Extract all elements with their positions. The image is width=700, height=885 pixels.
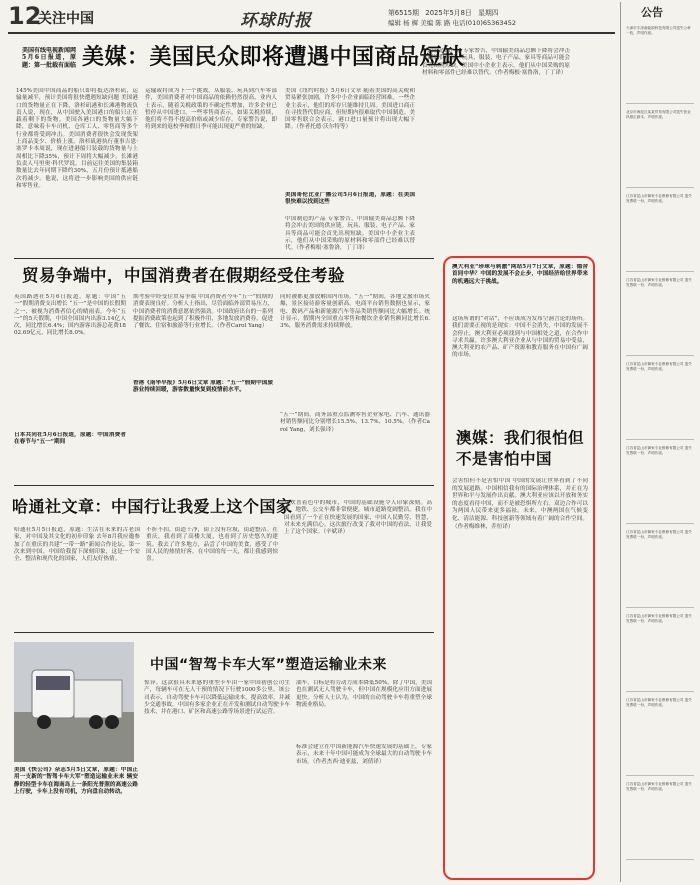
hanian-col-1: 哈通社5月5日报道，原题：生活在未来的古老国家，对中国及其文化的初步印象 去年8月我应邀参加了在重庆的共建“一带一路”新闻合作论坛，第一次来到中国。中国给我留下深刻印象，这是一个安全、整洁和现代化的国家，人们友好热情。 bbox=[14, 527, 140, 563]
trade-headline: 贸易争端中，中国消费者在假期经受住考验 bbox=[22, 266, 345, 285]
lead-headline: 美媒：美国民众即将遭遇中国商品短缺 bbox=[82, 45, 465, 70]
lead-divider bbox=[14, 258, 434, 259]
issue-line bbox=[388, 7, 499, 17]
truck-headline: 中国“智驾卡车大军”塑造运输业未来 bbox=[150, 657, 387, 673]
hanian-divider bbox=[14, 632, 434, 633]
lead-col-3-sub: 美国哥伦比亚广播公司5月6日报道，原题：在美国很快难以找到这些 bbox=[285, 192, 415, 206]
trade-col-2: 期考验中经受住贸易争端 中国消费者今年“五一”假期的消费表现良好。分析人士指出，尽管面临外部贸易压力，中国消费者的消费意愿依然强劲。中国政府出台的一系列提振消费政策也起到了积极作用，多地发放消费券，促进了餐饮、住宿和旅游等行业增长。（作者Carol Yang） bbox=[133, 294, 273, 330]
masthead-logo: 环球时报 bbox=[240, 11, 312, 31]
lead-deck: 美国有线电视新闻网5月6日报道，原题：第一批载有面临 bbox=[22, 47, 76, 69]
truck-col-3: 标准会建立在中国新能源汽车快速发展的基础上，专家表示，未来十年中国可能成为全球最大的自动驾驶卡车市场。（作者杰西·迪亚兹，刘倩译） bbox=[296, 744, 432, 765]
header-rule bbox=[8, 32, 615, 34]
truck-col-1: 惊异。这款很具未来感的重型卡车由一家中国初创公司生产，每辆车可在无人干预的情况下行驶1000多公里。该公司表示，自动驾驶卡车可以降低运输成本，提高效率，并减少交通事故。中国有多家企业正在开发和测试自动驾驶卡车技术，并在港口、矿区和高速公路等场景进行试运营。 bbox=[144, 680, 290, 716]
oped-col-2: 会害怕但不是害怕中国 中国的发展让世界看到了不同的发展道路。中国相信我有的国际治理体系，并正在为世界和平与发展作出贡献。澳大利亚应该以开放和务实的态度看待中国，而不是被恐惧所左右。双边合作可以为两国人民带来更多福祉。未来，中澳两国在气候变化、清洁能源、科技创新等领域有着广阔的合作空间。（作者梅维林，乔恒译） bbox=[452, 478, 588, 530]
notice-item: 江苏省昆山市御家专业维修有限公司 遗失发票联一份，声明作废。 bbox=[626, 698, 694, 776]
lead-col-1: 145%美国中国商品的船只即将抵达洛杉矶，运输量减半，预计美国将很快遭遇短缺问题 美国港口的货物量正在下降，洛杉矶港和长滩港物流负责人说，现在，从中国驶入美国港口的船只正在载着剩下的货物。美国各港口的货物量大幅下降，意味着卡车司机、仓库工人、零售商等多个行业都将受到冲击。美国消费者很快会发现货架上商品变少、价格上涨。洛杉矶港执行董事吉恩·塞罗卡本周说，现在进港船只装载的货物量与上周相比下降35%，预计下周将大幅减少。长滩港负责人马里奥·科代罗说，目前运往美国的集装箱数量比去年同期下降约30%，五月份预计抵港船次将减少。他说，这将进一步影响美国的供应链和零售业。 bbox=[16, 88, 138, 189]
lead-col-2: 运输或将成为下一个挑战。从服装、玩具到汽车零部件，美国消费者对中国商品的依赖仍然很高。业内人士表示，随着关税政策的不确定性增加，许多企业已暂停从中国进口。一些零售商表示，如果关税持续，他们将不得不提高价格或减少库存。专家警告说，即将到来的返校季和假日季可能出现更严重的短缺。 bbox=[145, 88, 277, 131]
notice-item: 江苏省昆山市御家专业维修有限公司 遗失发票联一份，声明作废。 bbox=[626, 530, 694, 608]
notice-item: 江苏省昆山市御家专业维修有限公司 遗失发票联一份，声明作废。 bbox=[626, 194, 694, 272]
trade-intro: 英国路透社5月6日报道，原题：中国“五一”假期消费支出增长 “五一”是中国的长假期之一，被视为消费者信心的晴雨表。今年“五一”的5天假期，中国全国国内出游3.14亿人次，同比增长6.4%；国内游客出游总花费1802.69亿元，同比增长8.0%。 bbox=[14, 294, 126, 337]
section-title: 关注中国 bbox=[38, 11, 94, 27]
trade-col-4: “五一”期间，商务部重点监测零售企业家电、汽车、通讯器材销售额同比分别增长15.5%、13.7%、10.5%。（作者Carol Yang，刘长强译） bbox=[280, 412, 430, 433]
truck-caption: 美国《快公司》杂志5月5日文章，原题：中国正用一支新的“智驾卡车大军”塑造运输业未来 辆安静的轻型卡车在海南岛上一条阳光普照的高速公路上行驶，卡车上没有司机，方向盘自动转动。 bbox=[14, 767, 138, 795]
truck-col-2: 油车，目标是将劳动力成本降低50%。除了中国，美国也在测试无人驾驶卡车，但中国在规模化应用方面进展更快。分析人士认为，中国的自动驾驶卡车将重塑全球物流业格局。 bbox=[296, 680, 432, 708]
notices-list bbox=[626, 26, 696, 876]
trade-photo-box bbox=[14, 426, 126, 478]
notices-column bbox=[620, 2, 698, 882]
hanian-col-3: 边欢喜着色中的城市，中国的基础设施令人印象深刻。高铁、地铁、公交车都非常便捷，城市道路宽阔整洁。我在中国看到了一个正在快速发展的国家，中国人民勤劳、智慧，对未来充满信心。这次旅行改变了我对中国的看法，让我爱上了这个国家。（辛斌译） bbox=[284, 500, 432, 536]
page-number: 12 bbox=[8, 2, 42, 30]
truck-photo bbox=[14, 642, 134, 762]
oped-title: 澳媒：我们很怕但不是害怕中国 bbox=[456, 429, 585, 468]
issue-number: 第6515期 bbox=[388, 9, 419, 17]
notice-item: 北京市海淀区某某贸易有限公司遗失营业执照正副本，声明作废。 bbox=[626, 110, 694, 188]
hanian-col-2: 不折不扣，街道干净，街上没有垃圾，街道整洁。在重庆，我看到了高楼大厦，也看到了历史悠久的建筑。我去了许多地方，品尝了中国的美食，感受了中国人民的热情好客。在中国的每一天，都让我感到惊喜。 bbox=[146, 527, 278, 563]
trade-col-3: 同时被都更加放解国内市场。“五一”期间，各地文旅市场火爆，景区接待游客量创新高。电商平台销售数据也显示，家电、数码产品和新能源汽车等品类销售额同比大幅增长。统计显示，假期内全国重点零售和餐饮企业销售额同比增长6.3%，服务消费需求持续释放。 bbox=[280, 294, 430, 330]
oped-intro: 澳大利亚“珍珠与刺激”网站5月7日文章，原题：德舍首同中华？中国的发展不会止步，中国经济给世界带来的机遇远大于挑战。 bbox=[452, 264, 588, 285]
notices-title: 公告 bbox=[641, 6, 663, 19]
trade-caption: 香港《南华早报》5月6日文章 原题：“五一”假期中国旅游业持续回暖，游客数量恢复到疫情前水平。 bbox=[133, 380, 273, 394]
hanian-headline: 哈通社文章：中国行让我爱上这个国家 bbox=[12, 497, 293, 516]
autonomous-truck-icon bbox=[14, 642, 134, 762]
issue-weekday: 星期四 bbox=[478, 9, 499, 17]
editors-line: 编辑 杨 樨 美编 陈 路 电话(010)65363452 bbox=[388, 19, 516, 27]
lead-col-3: 美国《纽约时报》5月6日文章 随着美国的高关税和贸易紧张加剧，许多中小企业面临经营困难。一些企业主表示，他们的库存只能维持几周。美国进口商正在寻找替代供应商，但短期内很难取代中国制造。美国零售联合会表示，港口进口量预计将出现大幅下降。（作者托德·沃尔特等） bbox=[285, 88, 415, 131]
notice-item: 江苏省昆山市御家专业维修有限公司 遗失发票联一份，声明作废。 bbox=[626, 782, 694, 860]
lead-col-3-cont: 中国制造的产品 专家警告，中国输美商品总额下降将会冲击美国的供应链。玩具、服装、电子产品、家具等商品可能会首先出现短缺。美国中小企业主表示，他们从中国采购的原材料和零部件已经难以替代。（作者梅根·塞鲁洛，丁丁译） bbox=[285, 216, 415, 252]
lead-col-4: 中国制造的产品 专家警告，中国输美商品总额下降将会冲击美国的供应链。玩具、服装、电子产品、家具等商品可能会首先出现短缺。美国中小企业主表示，他们从中国采购的原材料和零部件已经难以替代。（作者梅根·塞鲁洛，丁丁译） bbox=[422, 48, 570, 76]
oped-col: 这场所谓的“对话”，不应该成为发布空洞言论的场所。我们需要正视的是现实：中国不会消失，中国的发展不会停止，澳大利亚必须找到与中国相处之道，在合作中寻求共赢。许多澳大利亚企业从与中国的贸易中受益，澳大利亚的农产品、矿产资源和教育服务在中国有广阔的市场。 bbox=[452, 316, 588, 359]
trade-photo-caption: 日本共同社5月6日报道，原题：中国消费者在春节与“五一”期间 bbox=[14, 432, 126, 446]
trade-divider bbox=[14, 485, 434, 486]
notice-item: 江苏省昆山市御家专业维修有限公司 遗失发票联一份，声明作废。 bbox=[626, 362, 694, 440]
notice-item: 天津市宇泽新能源科技有限公司遗失公章一枚，声明作废。 bbox=[626, 26, 694, 104]
notice-item: 江苏省昆山市御家专业维修有限公司 遗失发票联一份，声明作废。 bbox=[626, 278, 694, 356]
notice-item: 江苏省昆山市御家专业维修有限公司 遗失发票联一份，声明作废。 bbox=[626, 614, 694, 692]
notice-item: 江苏省昆山市御家专业维修有限公司 遗失发票联一份，声明作废。 bbox=[626, 446, 694, 524]
issue-date: 2025年5月8日 bbox=[425, 9, 472, 17]
